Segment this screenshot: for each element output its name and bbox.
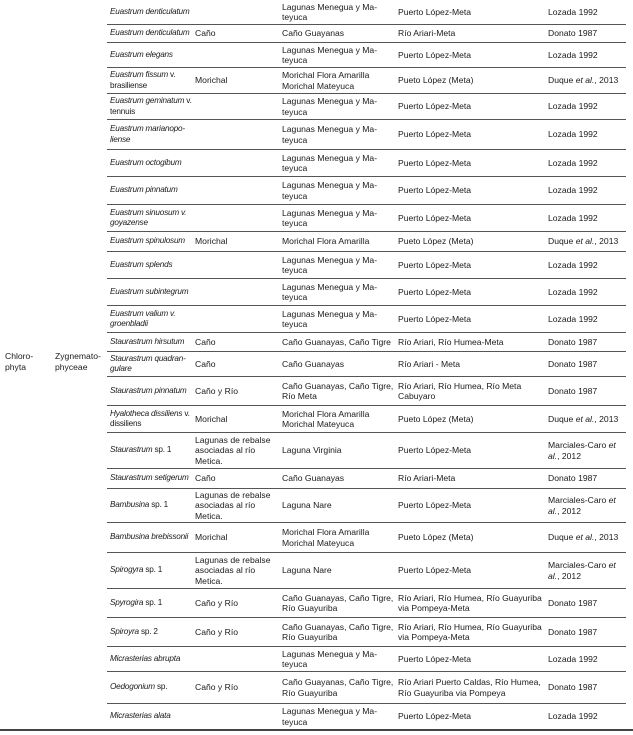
reference-cell [548,352,626,376]
region-cell: Pueto López (Meta) [398,236,474,247]
habitat-cell: Morichal [195,75,228,86]
table-row [107,177,626,205]
species-qualifier: v. dissiliens [110,408,190,428]
reference-cell [548,150,626,176]
reference-cell [548,43,626,67]
reference-cell [548,523,626,552]
habitat-cell [195,94,280,119]
region-cell: Puerto López-Meta [398,212,472,223]
reference-text: Donato 1987 [548,473,598,484]
habitat-cell [195,704,280,729]
phylum-label: Chloro- phyta [5,351,34,372]
table-row [107,589,626,618]
species-cell [110,120,194,149]
region-cell: Pueto López (Meta) [398,413,474,424]
species-qualifier: v. tennuis [110,96,192,116]
region-cell: Puerto López-Meta [398,286,472,297]
region-cell: Río Ariari-Meta [398,28,456,39]
reference-cell [548,704,626,729]
species-cell [110,553,194,588]
species-name: Euastrum denticulatum [110,6,190,16]
region-cell: Pueto López (Meta) [398,532,474,543]
species-cell [110,232,194,251]
species-name: Staurastrum pinnatum [110,385,187,395]
locality-cell: Caño Guanayas, Caño Tigre, Río Guayuriba [282,621,394,642]
locality-cell: Morichal Flora Amarilla Morichal Mateyuca [282,408,370,429]
region-cell: Río Ariari, Río Humea, Río Guayuriba via Pompeya-Meta [398,592,542,613]
habitat-cell: Caño [195,358,216,369]
species-name: Euastrum sinuosum v. goyazense [110,207,187,227]
table-row [107,489,626,523]
species-name: Staurastrum quadran- gulare [110,353,186,373]
table-row [107,406,626,433]
locality-cell: Caño Guanayas, Caño Tigre [282,336,391,347]
table-row [107,0,626,25]
species-name: Staurastrum [110,445,153,455]
region-cell: Puerto López-Meta [398,313,472,324]
reference-text: Lozada 1992 [548,129,598,140]
habitat-cell: Morichal [195,236,228,247]
habitat-cell: Caño y Río [195,626,238,637]
habitat-cell [195,252,280,278]
locality-cell: Lagunas Menegua y Ma- teyuca [282,96,378,117]
reference-cell [548,279,626,305]
reference-text: Marciales-Caro et al., 2012 [548,440,616,461]
species-qualifier: sp. [154,682,168,692]
species-qualifier: v. brasiliense [110,70,176,90]
locality-cell: Lagunas Menegua y Ma- teyuca [282,124,378,145]
locality-cell: Caño Guayanas, Caño Tigre, Río Guayuriba [282,677,394,698]
table-row [107,205,626,232]
locality-cell: Morichal Flora Amarilla Morichal Mateyuca [282,527,370,548]
reference-text: Donato 1987 [548,336,598,347]
reference-text: Lozada 1992 [548,157,598,168]
reference-text: Lozada 1992 [548,6,598,17]
reference-text: Donato 1987 [548,28,598,39]
species-qualifier: sp. 1 [149,500,168,510]
table-row [107,252,626,279]
reference-text: Duque et al., 2013 [548,532,619,543]
locality-cell: Lagunas Menegua y Ma- teyuca [282,706,378,727]
region-cell: Puerto López-Meta [398,259,472,270]
region-cell: Puerto López-Meta [398,711,472,722]
reference-cell [548,25,626,42]
species-qualifier: sp. 1 [143,597,163,607]
locality-cell: Lagunas Menegua y Ma- teyuca [282,180,378,201]
reference-cell [548,94,626,119]
species-name: Euastrum spinulosum [110,236,185,246]
region-cell: Puerto López-Meta [398,185,472,196]
reference-text: Donato 1987 [548,597,598,608]
region-cell: Puerto López-Meta [398,129,472,140]
table-row [107,672,626,704]
species-cell [110,94,194,119]
species-name: Staurastrum hirsutum [110,336,185,346]
locality-cell: Lagunas Menegua y Ma- teyuca [282,308,378,329]
habitat-cell [195,306,280,332]
reference-text: Donato 1987 [548,626,598,637]
species-cell [110,647,194,671]
species-cell [110,150,194,176]
species-name: Euastrum splends [110,259,173,269]
species-name: Spyrogira [110,597,144,607]
habitat-cell: Caño y Río [195,385,238,396]
species-cell [110,252,194,278]
region-cell: Puerto López-Meta [398,101,472,112]
habitat-cell: Caño [195,473,216,484]
habitat-cell: Lagunas de rebalse asociadas al río Metica. [195,554,271,586]
species-name: Euastrum fissum [110,70,168,79]
reference-text: Lozada 1992 [548,286,598,297]
reference-text: Marciales-Caro et al., 2012 [548,495,616,516]
table-row [107,433,626,469]
locality-cell: Caño Guayanas [282,28,345,39]
habitat-cell: Caño [195,28,216,39]
locality-cell: Laguna Virginia [282,445,342,456]
habitat-cell: Lagunas de rebalse asociadas al río Metica. [195,434,271,466]
reference-text: Lozada 1992 [548,212,598,223]
table-row [107,704,626,730]
table-row [107,352,626,377]
habitat-cell [195,0,280,24]
table-row [107,43,626,68]
table-row [107,120,626,150]
table-row [107,523,626,553]
locality-cell: Caño Guanayas [282,358,345,369]
reference-cell [548,618,626,646]
reference-cell [548,589,626,617]
locality-cell: Lagunas Menegua y Ma- teyuca [282,152,378,173]
species-cell [110,618,194,646]
habitat-cell: Morichal [195,532,228,543]
region-cell: Río Ariari Puerto Caldas, Río Humea, Río Guayuriba via Pompeya [398,677,541,698]
species-name: Micrasterias alata [110,711,171,721]
table-row [107,25,626,43]
habitat-cell [195,120,280,149]
species-name: Euastrum denticulatum [110,28,190,38]
reference-text: Lozada 1992 [548,313,598,324]
reference-cell [548,377,626,405]
table-row [107,68,626,94]
region-cell: Río Ariari, Río Humea, Río Meta Cabuyaro [398,380,522,401]
reference-cell [548,120,626,149]
reference-text: Lozada 1992 [548,653,598,664]
reference-cell [548,232,626,251]
reference-cell [548,433,626,468]
habitat-cell [195,647,280,671]
species-cell [110,589,194,617]
table-row [107,94,626,120]
table-row [107,333,626,352]
habitat-cell [195,279,280,305]
region-cell: Pueto López (Meta) [398,75,474,86]
species-qualifier: sp. 1 [152,445,172,455]
table-row [107,618,626,647]
locality-cell: Caño Guanayas, Caño Tigre, Río Meta [282,380,394,401]
locality-cell: Lagunas Menegua y Ma- teyuca [282,648,378,669]
table-bottom-rule [0,729,633,731]
species-cell [110,177,194,204]
habitat-cell [195,205,280,231]
table-row [107,279,626,306]
region-cell: Río Ariari - Meta [398,358,461,369]
species-cell [110,672,194,703]
locality-cell: Caño Guanayas, Caño Tigre, Río Guayuriba [282,592,394,613]
table-row [107,553,626,589]
region-cell: Río Ariari-Meta [398,473,456,484]
table-row [107,232,626,252]
habitat-cell: Caño y Río [195,682,238,693]
region-cell: Puerto López-Meta [398,445,472,456]
region-cell: Río Ariari, Río Humea, Río Guayuriba via Pompeya-Meta [398,621,542,642]
reference-cell [548,68,626,93]
reference-text: Donato 1987 [548,385,598,396]
habitat-cell: Morichal [195,413,228,424]
reference-cell [548,553,626,588]
species-cell [110,43,194,67]
species-qualifier: sp. 2 [138,626,158,636]
region-cell: Puerto López-Meta [398,6,472,17]
species-cell [110,377,194,405]
species-cell [110,469,194,488]
locality-cell: Caño Guanayas [282,473,345,484]
species-name: Euastrum octogibum [110,157,182,167]
species-cell [110,433,194,468]
species-cell [110,406,194,432]
locality-cell: Laguna Nare [282,565,332,576]
reference-text: Lozada 1992 [548,49,598,60]
region-cell: Puerto López-Meta [398,653,472,664]
reference-text: Marciales-Caro et al., 2012 [548,560,616,581]
habitat-cell [195,177,280,204]
region-cell: Puerto López-Meta [398,565,472,576]
species-cell [110,306,194,332]
habitat-cell [195,43,280,67]
locality-cell: Lagunas Menegua y Ma- teyuca [282,1,378,22]
reference-text: Duque et al., 2013 [548,236,619,247]
reference-cell [548,672,626,703]
species-cell [110,68,194,93]
locality-cell: Morichal Flora Amarilla [282,236,370,247]
locality-cell: Laguna Nare [282,500,332,511]
reference-cell [548,489,626,522]
reference-cell [548,306,626,332]
reference-cell [548,406,626,432]
region-cell: Puerto López-Meta [398,49,472,60]
habitat-cell [195,150,280,176]
species-name: Spirogyra [110,565,144,575]
species-cell [110,333,194,351]
reference-cell [548,205,626,231]
locality-cell: Lagunas Menegua y Ma- teyuca [282,44,378,65]
region-cell: Puerto López-Meta [398,500,472,511]
species-name: Bambusina [110,500,150,510]
reference-cell [548,177,626,204]
habitat-cell: Caño [195,336,216,347]
species-cell [110,489,194,522]
species-name: Spiroyra [110,626,139,636]
species-cell [110,25,194,42]
species-name: Euastrum pinnatum [110,185,178,195]
locality-cell: Lagunas Menegua y Ma- teyuca [282,207,378,228]
region-cell: Puerto López-Meta [398,157,472,168]
species-cell [110,279,194,305]
locality-cell: Lagunas Menegua y Ma- teyuca [282,281,378,302]
reference-cell [548,469,626,488]
reference-text: Duque et al., 2013 [548,413,619,424]
species-name: Euastrum elegans [110,49,173,59]
species-cell [110,205,194,231]
habitat-cell: Lagunas de rebalse asociadas al río Metica. [195,489,271,521]
table-row [107,306,626,333]
region-cell: Río Ariari, Río Humea-Meta [398,336,504,347]
reference-cell [548,0,626,24]
species-name: Micrasterias abrupta [110,653,181,663]
species-name: Euastrum marianopo- liense [110,124,185,144]
table-row [107,469,626,489]
species-name: Euastrum subintegrum [110,286,189,296]
species-name: Oedogonium [110,682,155,692]
table-row [107,377,626,406]
reference-cell [548,252,626,278]
species-cell [110,523,194,552]
reference-text: Duque et al., 2013 [548,75,619,86]
reference-cell [548,647,626,671]
species-cell [110,704,194,729]
locality-cell: Morichal Flora Amarilla Morichal Mateyuca [282,70,370,91]
table-row [107,150,626,177]
species-cell [110,0,194,24]
habitat-cell: Caño y Río [195,597,238,608]
species-qualifier: sp. 1 [143,565,163,575]
species-name: Staurastrum setigerum [110,473,189,483]
class-label: Zygnemato- phyceae [55,351,101,372]
table-row [107,647,626,672]
species-name: Euastrum valium v. groenbladii [110,308,176,328]
reference-text: Lozada 1992 [548,101,598,112]
species-name: Euastrum geminatum [110,96,185,105]
reference-text: Lozada 1992 [548,185,598,196]
species-name: Hyalotheca dissiliens [110,408,183,418]
locality-cell: Lagunas Menegua y Ma- teyuca [282,254,378,275]
reference-text: Donato 1987 [548,358,598,369]
reference-text: Lozada 1992 [548,259,598,270]
reference-text: Lozada 1992 [548,711,598,722]
species-cell [110,352,194,376]
species-name: Bambusina brebissonii [110,532,189,542]
reference-cell [548,333,626,351]
reference-text: Donato 1987 [548,682,598,693]
